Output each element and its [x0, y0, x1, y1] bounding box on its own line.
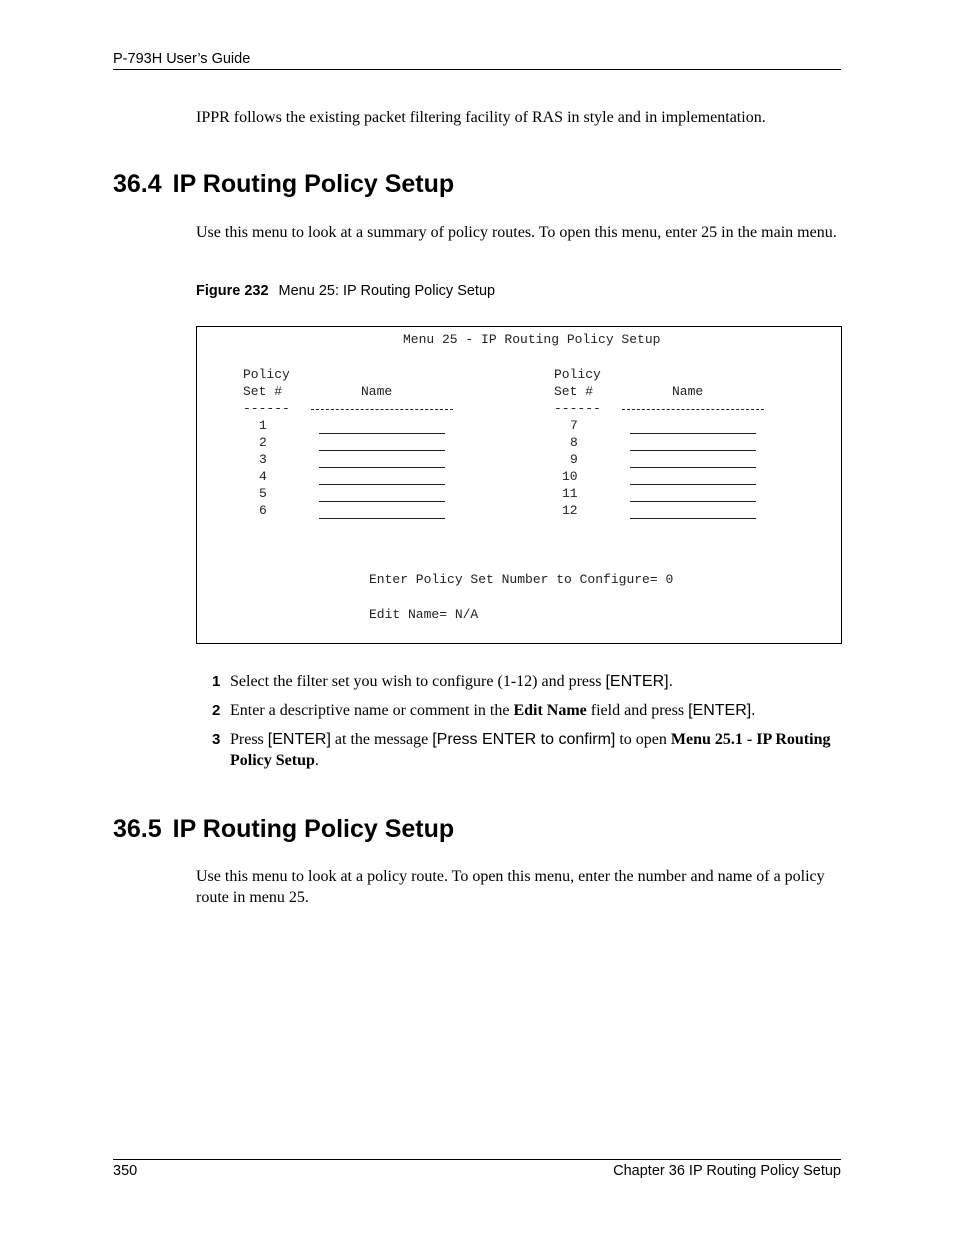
section-36-5-paragraph: Use this menu to look at a policy route. To open this menu, enter the number and name of a policy route in menu 25. — [196, 868, 825, 906]
intro-paragraph: IPPR follows the existing packet filtering facility of RAS in style and in implementation. — [196, 109, 766, 126]
step-text: . — [751, 702, 756, 719]
figure-caption — [196, 283, 495, 299]
step-item — [212, 700, 842, 721]
section-number: 36.4 — [113, 170, 162, 198]
section-title: IP Routing Policy Setup — [172, 815, 455, 843]
policy-set-number: 2 — [259, 435, 267, 450]
step-item — [212, 729, 842, 771]
left-name-dash-rule — [311, 409, 453, 410]
right-name-dash-rule — [622, 409, 764, 410]
key-name: [ENTER]. — [605, 673, 674, 690]
policy-name-field[interactable] — [319, 518, 445, 519]
menu-name: Menu 25.1 - IP Routing Policy Setup — [230, 731, 831, 769]
policy-set-number: 12 — [562, 503, 578, 518]
procedure-steps — [212, 671, 842, 779]
key-name: [ENTER] — [688, 702, 752, 719]
policy-name-field[interactable] — [630, 450, 756, 451]
policy-name-field[interactable] — [630, 467, 756, 468]
policy-set-number: 4 — [259, 469, 267, 484]
right-header-name: Name — [672, 384, 704, 399]
policy-name-field[interactable] — [319, 484, 445, 485]
policy-name-field[interactable] — [630, 433, 756, 434]
policy-name-field[interactable] — [319, 501, 445, 502]
policy-name-field[interactable] — [630, 484, 756, 485]
chapter-title: Chapter 36 IP Routing Policy Setup — [613, 1163, 841, 1179]
step-text: at the message — [330, 731, 433, 748]
terminal-menu-screen — [196, 326, 842, 644]
policy-name-field[interactable] — [630, 518, 756, 519]
page-number: 350 — [113, 1163, 138, 1179]
step-text: Press — [230, 731, 268, 748]
page-footer — [113, 1159, 841, 1179]
policy-set-number: 10 — [562, 469, 578, 484]
figure-title: Menu 25: IP Routing Policy Setup — [278, 283, 496, 299]
message-name: [Press ENTER to confirm] — [432, 731, 616, 748]
policy-set-number: 8 — [570, 435, 578, 450]
policy-name-field[interactable] — [319, 467, 445, 468]
policy-set-number: 1 — [259, 418, 267, 433]
policy-set-number: 7 — [570, 418, 578, 433]
left-header-name: Name — [361, 384, 393, 399]
policy-name-field[interactable] — [319, 450, 445, 451]
policy-set-number: 5 — [259, 486, 267, 501]
step-text: . — [314, 752, 319, 769]
left-header-policy: Policy — [243, 367, 290, 382]
policy-set-prompt[interactable]: Enter Policy Set Number to Configure= 0 — [369, 572, 674, 587]
page-header — [113, 51, 841, 70]
edit-name-prompt[interactable]: Edit Name= N/A — [369, 607, 479, 622]
step-number: 1 — [212, 673, 221, 690]
key-name: [ENTER] — [267, 731, 331, 748]
step-item — [212, 671, 842, 692]
policy-set-number: 9 — [570, 452, 578, 467]
section-heading-36-4 — [113, 169, 454, 199]
section-heading-36-5 — [113, 814, 454, 844]
policy-set-number: 11 — [562, 486, 578, 501]
policy-name-field[interactable] — [319, 433, 445, 434]
step-text: Select the filter set you wish to configure (1-12) and press — [230, 673, 606, 690]
right-header-dashes: ------ — [554, 401, 601, 416]
field-name: Edit Name — [513, 702, 587, 719]
step-text: to open — [615, 731, 671, 748]
right-header-policy: Policy — [554, 367, 601, 382]
section-title: IP Routing Policy Setup — [172, 170, 455, 198]
step-text: Enter a descriptive name or comment in the — [230, 702, 514, 719]
step-number: 2 — [212, 702, 221, 719]
policy-set-number: 3 — [259, 452, 267, 467]
left-header-dashes: ------ — [243, 401, 290, 416]
left-header-set: Set # — [243, 384, 283, 399]
policy-set-number: 6 — [259, 503, 267, 518]
step-text: field and press — [586, 702, 689, 719]
policy-name-field[interactable] — [630, 501, 756, 502]
section-number: 36.5 — [113, 815, 162, 843]
guide-title: P-793H User’s Guide — [113, 51, 251, 67]
step-number: 3 — [212, 731, 221, 748]
figure-label: Figure 232 — [196, 283, 269, 299]
menu-title: Menu 25 - IP Routing Policy Setup — [403, 332, 661, 347]
right-header-set: Set # — [554, 384, 594, 399]
section-36-4-paragraph: Use this menu to look at a summary of policy routes. To open this menu, enter 25 in the main menu. — [196, 224, 837, 241]
